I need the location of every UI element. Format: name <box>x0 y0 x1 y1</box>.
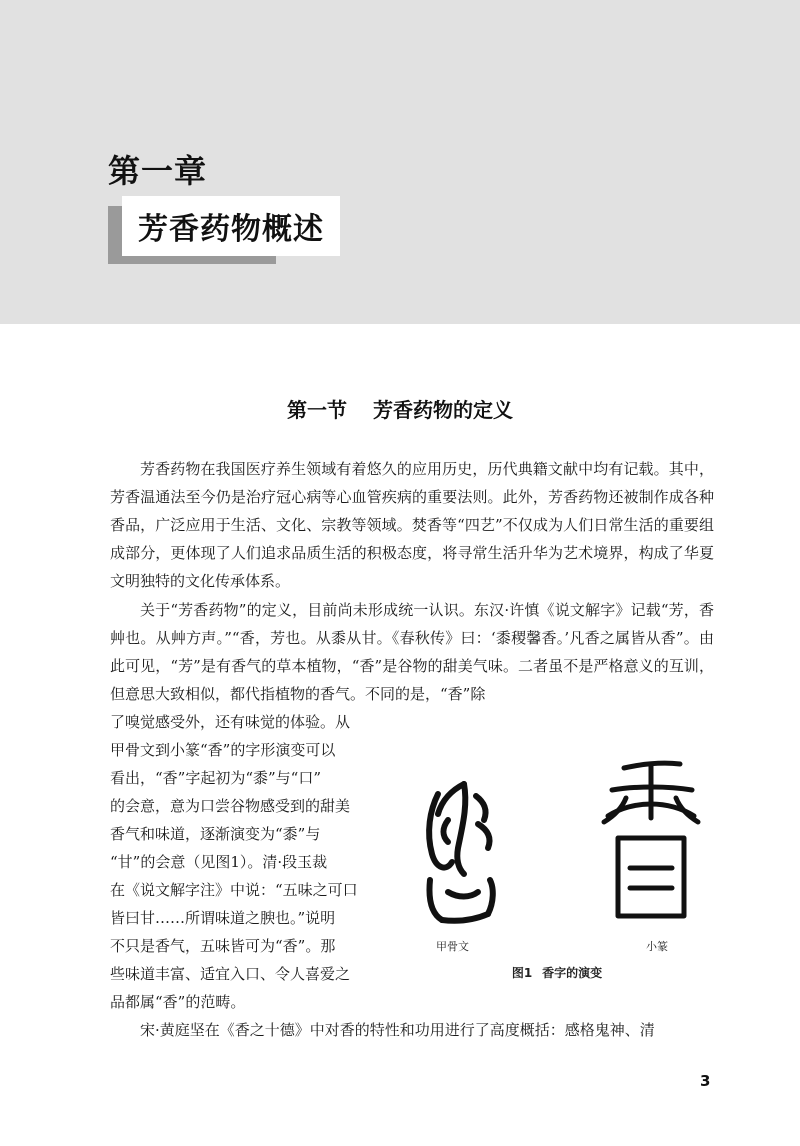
figure-caption-number: 图1 <box>511 966 533 980</box>
text-line: 些味道丰富、适宜入口、令人喜爱之 <box>110 965 351 983</box>
page-number: 3 <box>700 1072 711 1090</box>
paragraph-glyph-evolution <box>110 708 378 1016</box>
paragraph-intro: 芳香药物在我国医疗养生领域有着悠久的应用历史，历代典籍文献中均有记载。其中，芳香温通法至今仍是治疗冠心病等心血管疾病的重要法则。此外，芳香药物还被制作成各种香品，广泛应用于生活、文化、宗教等领域。焚香等“四艺”不仅成为人们日常生活的重要组成部分，更体现了人们追求品质生活的积极态度，将寻常生活升华为艺术境界，构成了华夏文明独特的文化传承体系。 <box>110 460 714 590</box>
figure-caption-text: 香字的演变 <box>542 966 603 980</box>
figure-label-small-seal: 小篆 <box>646 940 668 953</box>
text-line: “甘”的会意（见图1）。清·段玉裁 <box>110 853 328 871</box>
paragraph-ten-virtues: 宋·黄庭坚在《香之十德》中对香的特性和功用进行了高度概括：感格鬼神、清 <box>140 1021 655 1039</box>
text-line: 了嗅觉感受外，还有味觉的体验。从 <box>110 713 351 731</box>
text-line: 的会意，意为口尝谷物感受到的甜美 <box>110 797 351 815</box>
paragraph-definition: 关于“芳香药物”的定义，目前尚未形成统一认识。东汉·许慎《说文解字》记载“芳，香艸也。从艸方声。”“香，芳也。从黍从甘。《春秋传》曰：‘黍稷馨香。’凡香之属皆从香”。由此可见，“芳”是有香气的草本植物，“香”是谷物的甜美气味。二者虽不是严格意义的互训，但意思大致相似，都代指植物的香气。不同的是，“香”除 <box>110 601 714 703</box>
text-line: 皆曰甘……所谓味道之腴也。”说明 <box>110 909 336 927</box>
figure-xiang-evolution <box>400 746 714 986</box>
text-line: 品都属“香”的范畴。 <box>110 993 246 1011</box>
text-line: 不只是香气，五味皆可为“香”。那 <box>110 937 336 955</box>
section-number: 第一节 <box>287 398 347 422</box>
section-title: 芳香药物的定义 <box>373 398 513 422</box>
text-line: 甲骨文到小篆“香”的字形演变可以 <box>110 741 336 759</box>
figure-label-oracle-bone: 甲骨文 <box>436 940 469 953</box>
chapter-title: 芳香药物概述 <box>122 196 340 256</box>
small-seal-xiang-glyph-icon <box>596 756 706 926</box>
text-line: 在《说文解字注》中说：“五味之可口 <box>110 881 358 899</box>
figure-caption <box>400 964 714 981</box>
chapter-label: 第一章 <box>108 152 208 190</box>
section-heading <box>0 394 800 423</box>
oracle-bone-xiang-glyph-icon <box>418 776 508 926</box>
text-line: 香气和味道，逐渐演变为“黍”与 <box>110 825 321 843</box>
text-line: 看出，“香”字起初为“黍”与“口” <box>110 769 322 787</box>
